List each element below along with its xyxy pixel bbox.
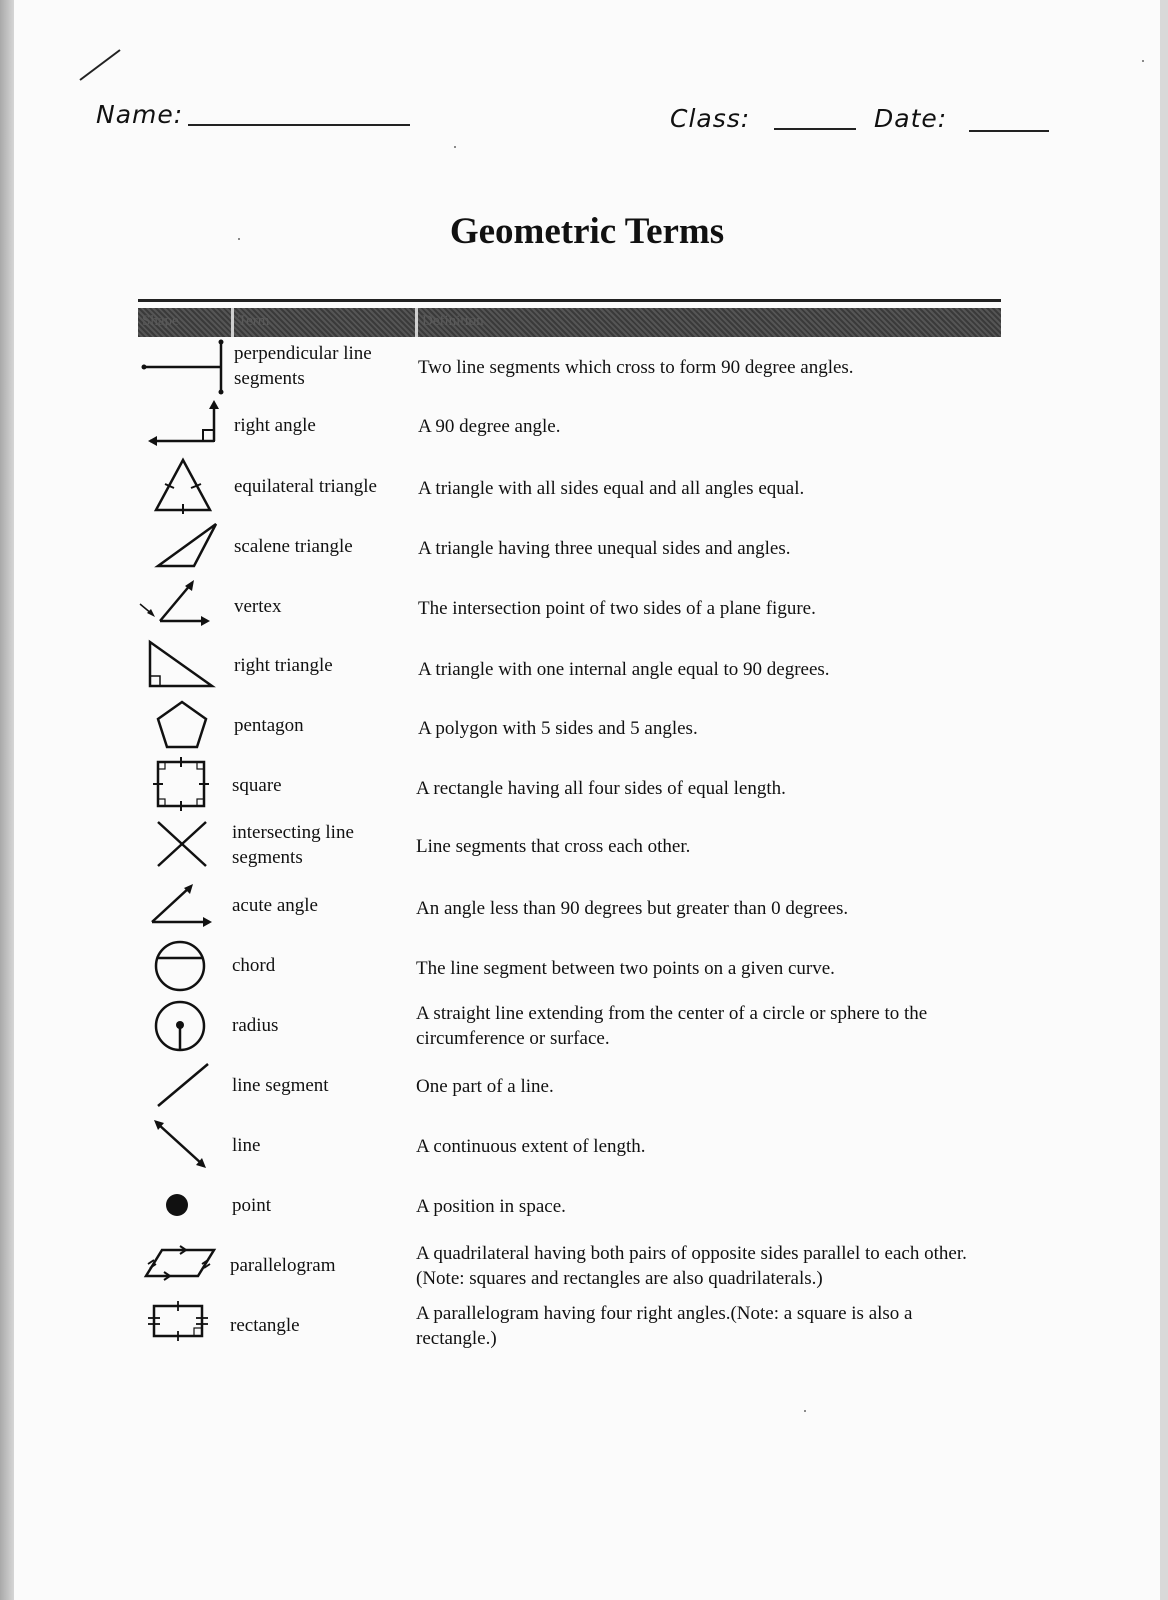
definition-text: Two line segments which cross to form 90 degree angles. [418,357,854,378]
equilateral-triangle-icon [152,456,218,514]
term-text: right triangle [234,655,333,676]
square-icon [150,756,212,812]
scan-speck [1142,60,1144,62]
definition-text: A straight line extending from the center of a circle or sphere to the circumference or surface. [416,1003,928,1049]
column-header-shape: Shape [138,308,234,337]
right-angle-icon [144,398,234,448]
term-text: intersecting line segments [232,822,354,868]
definition-text: The intersection point of two sides of a plane figure. [418,598,816,619]
date-blank[interactable] [969,130,1049,132]
term-text: line segment [232,1075,329,1096]
point-icon [162,1190,192,1220]
intersecting-lines-icon [154,818,210,870]
class-label: Class: [670,104,751,133]
term-text: right angle [234,415,316,436]
name-blank[interactable] [188,124,410,126]
definition-text: A polygon with 5 sides and 5 angles. [418,718,698,739]
term-text: rectangle [230,1315,300,1336]
pentagon-icon [154,698,210,752]
parallelogram-icon [140,1242,218,1282]
definition-text: An angle less than 90 degrees but greater than 0 degrees. [416,898,849,919]
right-triangle-icon [146,638,218,692]
acute-angle-icon [146,880,218,930]
column-header-term: Term [234,308,418,337]
perpendicular-lines-icon [138,338,238,396]
table-header [138,308,1001,337]
scan-speck [238,238,240,240]
term-text: equilateral triangle [234,476,377,497]
worksheet-page [14,0,1160,1600]
line-icon [150,1118,212,1172]
definition-text: A 90 degree angle. [418,416,561,437]
definition-text: One part of a line. [416,1076,554,1097]
class-blank[interactable] [774,128,856,130]
term-text: parallelogram [230,1255,336,1276]
term-text: acute angle [232,895,318,916]
definition-text: A parallelogram having four right angles.(Note: a square is also a rectangle.) [416,1303,913,1349]
definition-text: A position in space. [416,1196,566,1217]
definition-text: Line segments that cross each other. [416,836,691,857]
title-rule [138,299,1001,302]
term-text: pentagon [234,715,304,736]
term-text: point [232,1195,272,1216]
term-text: chord [232,955,276,976]
term-text: line [232,1135,261,1156]
scalene-triangle-icon [154,520,220,570]
date-label: Date: [874,104,948,133]
name-label: Name: [96,100,184,129]
column-header-definition: Definition [422,313,484,329]
definition-text: The line segment between two points on a given curve. [416,958,835,979]
definition-text: A triangle with all sides equal and all angles equal. [418,478,805,499]
term-text: vertex [234,596,282,617]
term-text: perpendicular line segments [234,343,372,389]
page-edge-shadow [0,0,14,1600]
pen-mark-icon [76,46,126,84]
radius-icon [152,998,208,1054]
term-text: radius [232,1015,279,1036]
definition-text: A triangle with one internal angle equal to 90 degrees. [418,659,830,680]
definition-text: A continuous extent of length. [416,1136,646,1157]
definition-text: A quadrilateral having both pairs of opposite sides parallel to each other.(Note: squares and rectangles are also quadrilaterals.) [416,1243,967,1289]
vertex-icon [136,578,216,630]
term-text: square [232,775,282,796]
definition-text: A triangle having three unequal sides and angles. [418,538,791,559]
rectangle-icon [144,1298,214,1344]
scan-speck [804,1410,806,1412]
line-segment-icon [152,1060,214,1112]
page-title: Geometric Terms [449,211,725,252]
definition-text: A rectangle having all four sides of equal length. [416,778,786,799]
chord-icon [152,938,208,994]
term-text: scalene triangle [234,536,353,557]
scan-speck [454,146,456,148]
